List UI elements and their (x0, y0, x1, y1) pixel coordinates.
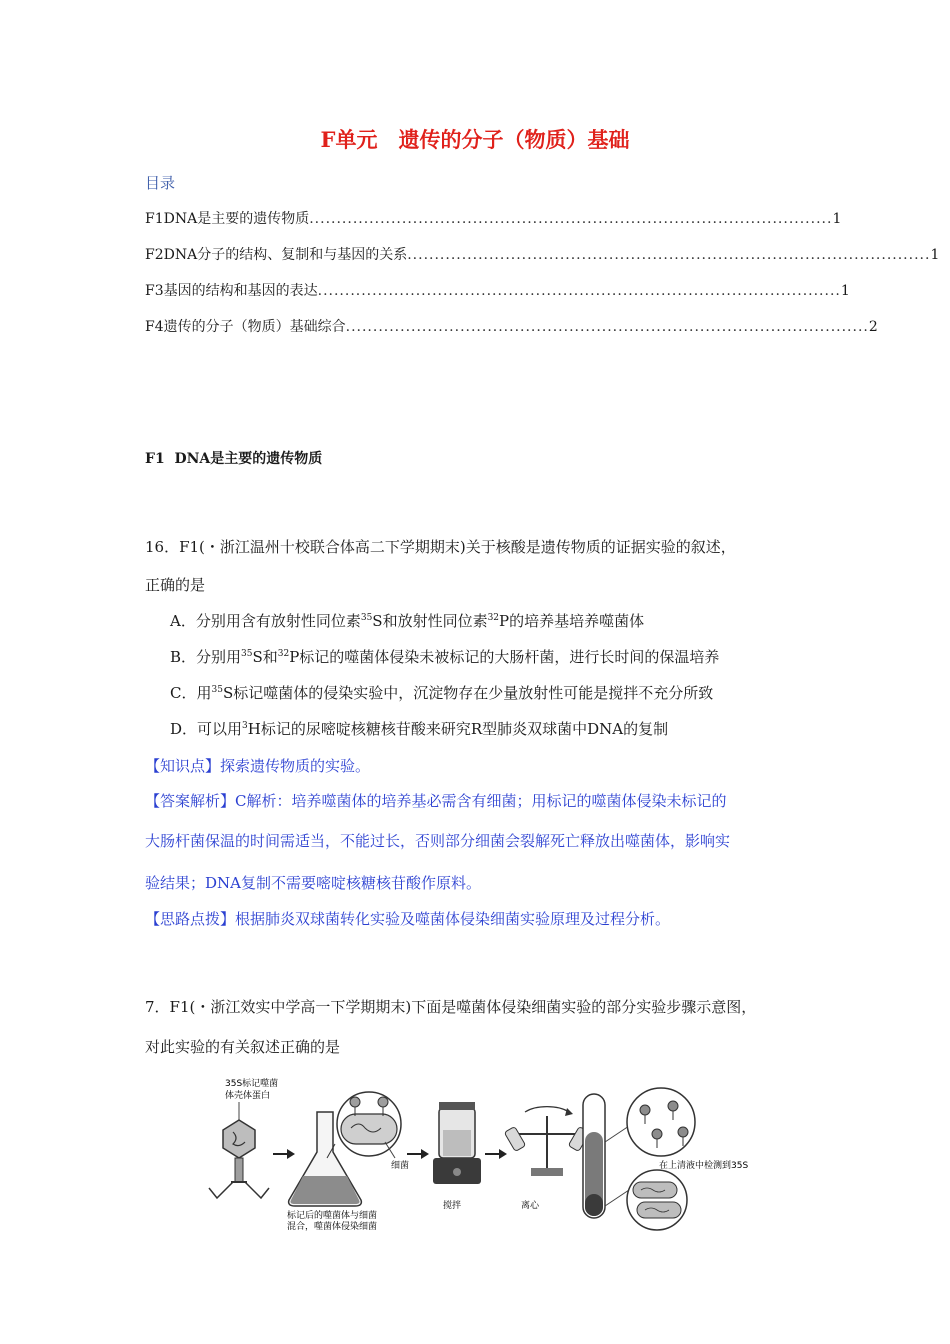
question-7-stem-2: 对此实验的有关叙述正确的是 (145, 1038, 341, 1056)
toc-code: F1 (145, 211, 164, 227)
question-16-stem-2: 正确的是 (145, 576, 206, 594)
label-mix-1: 标记后的噬菌体与细菌 (287, 1211, 378, 1221)
test-tube-icon (583, 1094, 629, 1218)
arrow-icon (273, 1149, 295, 1159)
section-heading (145, 448, 322, 468)
answer-analysis-2: 大肠杆菌保温的时间需适当，不能过长，否则部分细菌会裂解死亡释放出噬菌体，影响实 (145, 832, 731, 850)
toc-leader: ................................................................................................ (407, 247, 931, 263)
question-7-stem: 7．F1(・浙江效实中学高一下学期期末)下面是噬菌体侵染细菌实验的部分实验步骤示意图， (145, 998, 757, 1016)
page-title: F单元 遗传的分子（物质）基础 (320, 127, 630, 152)
toc-label: 遗传的分子（物质）基础综合 (163, 319, 346, 335)
toc-entry-f4[interactable] (145, 316, 878, 336)
label-stir: 搅拌 (443, 1201, 462, 1211)
toc-entry-f1[interactable] (145, 208, 842, 228)
label-centrifuge: 离心 (521, 1201, 540, 1211)
section-code: F1 (145, 451, 165, 467)
answer-analysis-3: 验结果；DNA复制不需要嘧啶核糖核苷酸作原料。 (145, 874, 481, 892)
arrow-icon (485, 1149, 507, 1159)
toc-leader: ................................................................................................ (317, 283, 841, 299)
toc-label: DNA是主要的遗传物质 (163, 211, 310, 227)
toc-entry-f2[interactable] (145, 244, 940, 264)
toc-label: 基因的结构和基因的表达 (163, 283, 318, 299)
toc-page: 2 (868, 319, 878, 335)
toc-leader: ................................................................................................ (309, 211, 833, 227)
option-b: B．分别用$^{35}$S和$^{32}$P标记的噬菌体侵染未被标记的大肠杆菌，进行长时间的保温培养 (170, 648, 720, 666)
label-mix-2: 混合，噬菌体侵染细菌 (287, 1222, 378, 1232)
toc-code: F2 (145, 247, 164, 263)
thinking-hint: 【思路点拨】根据肺炎双球菌转化实验及噬菌体侵染细菌实验原理及过程分析。 (145, 910, 671, 928)
pellet-magnifier-icon (627, 1170, 687, 1230)
toc-page: 1 (840, 283, 850, 299)
arrow-icon (407, 1149, 429, 1159)
toc-page: 1 (832, 211, 842, 227)
label-capsid: 体壳体蛋白 (225, 1091, 271, 1101)
label-35s-top: 35S标记噬菌 (225, 1079, 279, 1089)
blender-icon (433, 1102, 481, 1184)
magnifier-icon (327, 1092, 401, 1158)
label-bacteria: 细菌 (391, 1161, 410, 1171)
option-c: C．用$^{35}$S标记噬菌体的侵染实验中，沉淀物存在少量放射性可能是搅拌不充分所致 (170, 684, 714, 702)
toc-label: DNA分子的结构、复制和与基因的关系 (163, 247, 408, 263)
toc-code: F4 (145, 319, 164, 335)
knowledge-point: 【知识点】探索遗传物质的实验。 (145, 757, 371, 775)
centrifuge-icon (504, 1107, 589, 1176)
experiment-diagram (195, 1072, 775, 1232)
section-label: DNA是主要的遗传物质 (174, 451, 323, 467)
toc-leader: ................................................................................................ (345, 319, 869, 335)
toc-page: 1 (930, 247, 940, 263)
phage-icon (209, 1120, 269, 1198)
toc-entry-f3[interactable] (145, 280, 850, 300)
toc-heading: 目录 (145, 174, 176, 192)
label-detect: 在上清液中检测到35S (659, 1161, 749, 1171)
question-16-stem: 16．F1(・浙江温州十校联合体高二下学期期末)关于核酸是遗传物质的证据实验的叙述， (145, 538, 736, 556)
answer-analysis-1: 【答案解析】C解析：培养噬菌体的培养基必需含有细菌；用标记的噬菌体侵染未标记的 (145, 792, 727, 810)
supernatant-magnifier-icon (627, 1088, 695, 1156)
toc-code: F3 (145, 283, 164, 299)
option-d: D．可以用$^3$H标记的尿嘧啶核糖核苷酸来研究R型肺炎双球菌中DNA的复制 (170, 720, 669, 738)
option-a: A．分别用含有放射性同位素$^{35}$S和放射性同位素$^{32}$P的培养基培养噬菌体 (170, 612, 645, 630)
